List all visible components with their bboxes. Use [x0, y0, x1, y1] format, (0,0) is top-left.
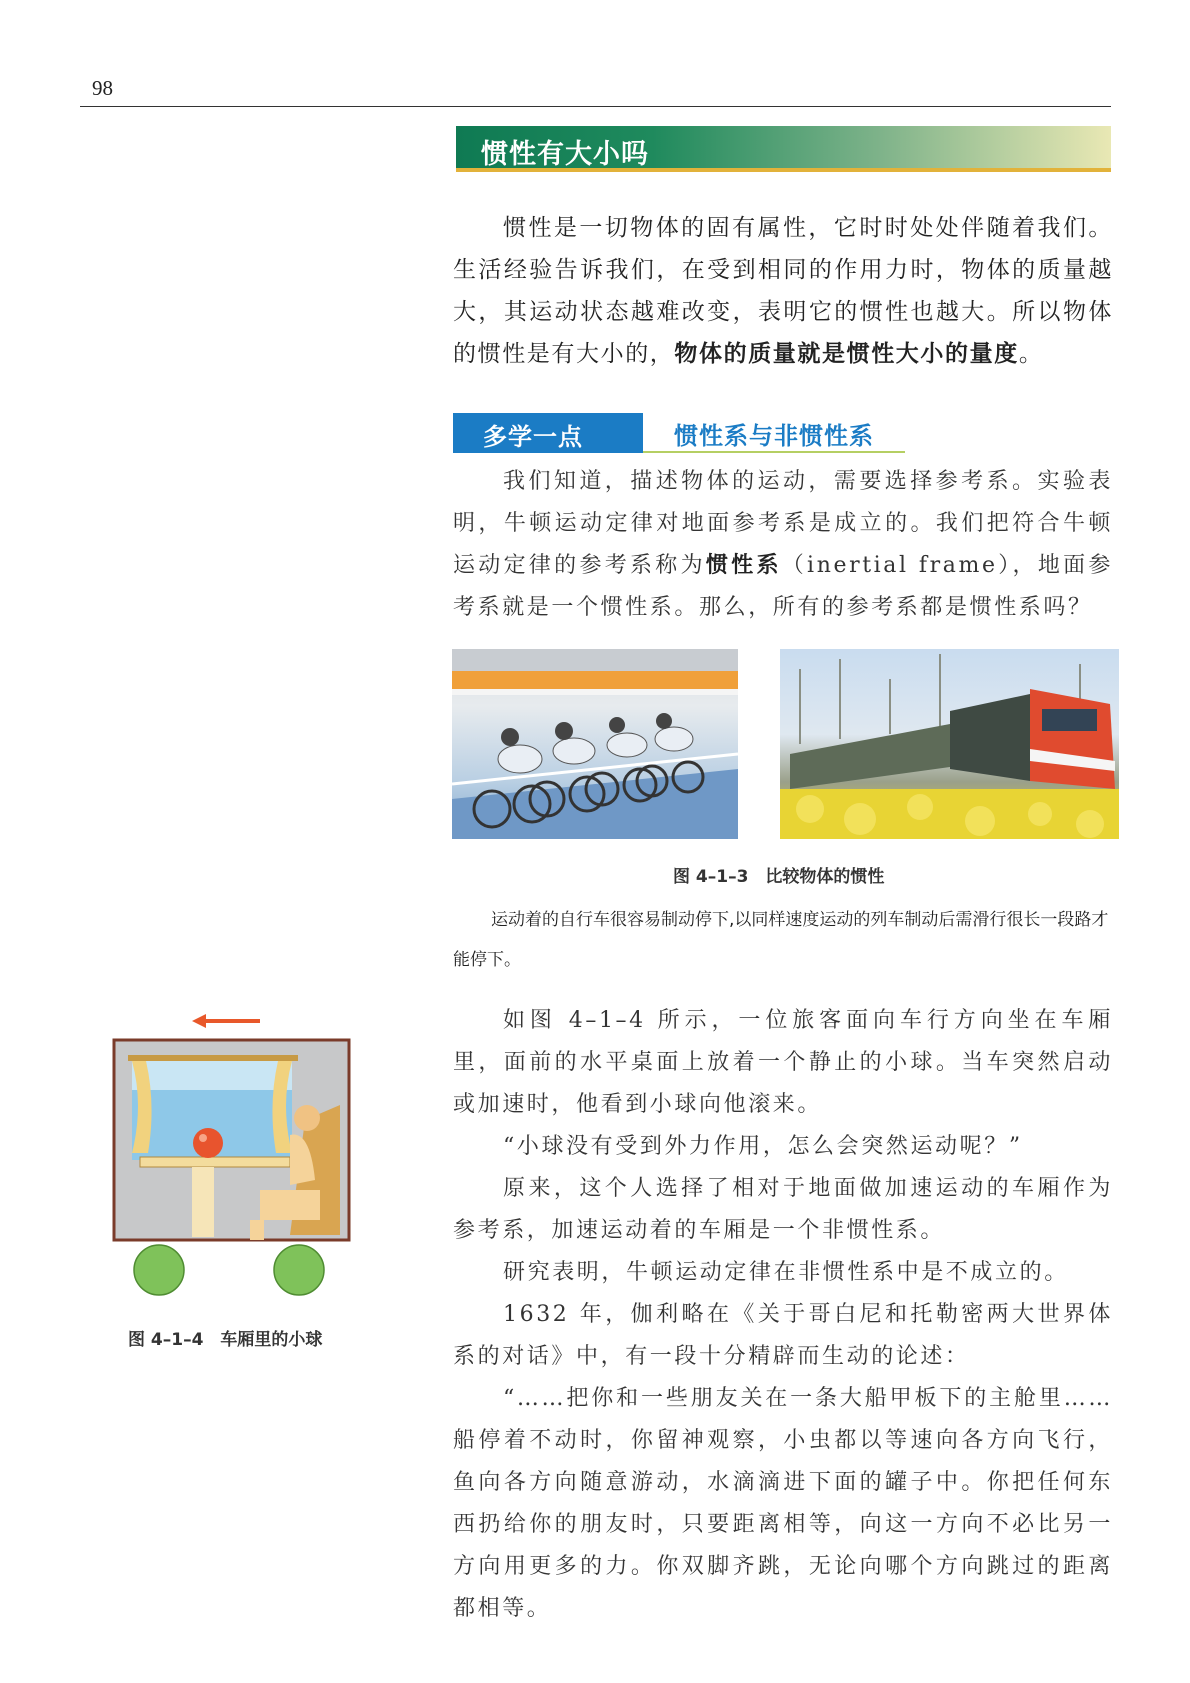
- body-paragraph-1: 如图 4–1–4 所示，一位旅客面向车行方向坐在车厢里，面前的水平桌面上放着一个静止的小球。当车突然启动或加速时，他看到小球向他滚来。: [453, 1008, 1113, 1117]
- header-rule: [80, 106, 1111, 107]
- body-paragraph-6: “……把你和一些朋友关在一条大船甲板下的主舱里……船停着不动时，你留神观察，小虫都以等速向各方向飞行，鱼向各方向随意游动，水滴滴进下面的罐子中。你把任何东西扔给你的朋友时，只要距离相等，向这一方向不必比另一方向用更多的力。你双脚齐跳，无论向哪个方向跳过的距离都相等。: [453, 1386, 1113, 1621]
- figure-4-1-4-caption: 图 4–1–4 车厢里的小球: [128, 1330, 323, 1350]
- section-heading-banner: [456, 126, 1111, 172]
- cyclists-photo: [452, 649, 738, 839]
- learn-more-label: 多学一点: [483, 423, 583, 451]
- body-paragraph-5: 1632 年，伽利略在《关于哥白尼和托勒密两大世界体系的对话》中，有一段十分精辟而生动的论述：: [453, 1302, 1113, 1369]
- intro-bold-statement: 物体的质量就是惯性大小的量度: [674, 341, 1019, 367]
- intro-text-end: 。: [1018, 341, 1044, 367]
- cyclists-illustration: [452, 649, 738, 839]
- train-illustration: [780, 649, 1119, 839]
- train-photo: [780, 649, 1119, 839]
- learn-more-title: 惯性系与非惯性系: [674, 422, 874, 450]
- section-title: 惯性有大小吗: [481, 139, 649, 170]
- page-number: 98: [92, 76, 113, 100]
- inertial-frame-paragraph: [453, 461, 1113, 629]
- intro-text: 惯性是一切物体的固有属性，它时时处处伴随着我们。生活经验告诉我们，在受到相同的作用力时，物体的质量越大，其运动状态越难改变，表明它的惯性也越大。所以物体的惯性是有大小的，: [453, 215, 1113, 367]
- inertial-text-end: （inertial frame），地面参考系就是一个惯性系。那么，所有的参考系都是惯性系吗？: [453, 553, 1113, 620]
- inertial-text: 我们知道，描述物体的运动，需要选择参考系。实验表明，牛顿运动定律对地面参考系是成立的。我们把符合牛顿运动定律的参考系称为: [453, 469, 1113, 578]
- learn-more-underline: [643, 451, 905, 453]
- figure-4-1-3-description: 运动着的自行车很容易制动停下,以同样速度运动的列车制动后需滑行很长一段路才能停下。: [453, 910, 1109, 970]
- learn-more-tag: [453, 413, 643, 453]
- body-text: [453, 1000, 1113, 1630]
- carriage-ball-illustration: [110, 1005, 360, 1305]
- body-paragraph-3: 原来，这个人选择了相对于地面做加速运动的车厢作为参考系，加速运动着的车厢是一个非惯性系。: [453, 1176, 1113, 1243]
- body-paragraph-2: “小球没有受到外力作用，怎么会突然运动呢？”: [503, 1134, 1023, 1159]
- figure-4-1-3-caption: 图 4–1–3 比较物体的惯性: [673, 867, 885, 887]
- inertial-frame-term: 惯性系: [705, 553, 782, 578]
- direction-arrow-icon: [192, 1014, 260, 1028]
- intro-paragraph: [453, 207, 1113, 375]
- body-paragraph-4: 研究表明，牛顿运动定律在非惯性系中是不成立的。: [503, 1260, 1069, 1285]
